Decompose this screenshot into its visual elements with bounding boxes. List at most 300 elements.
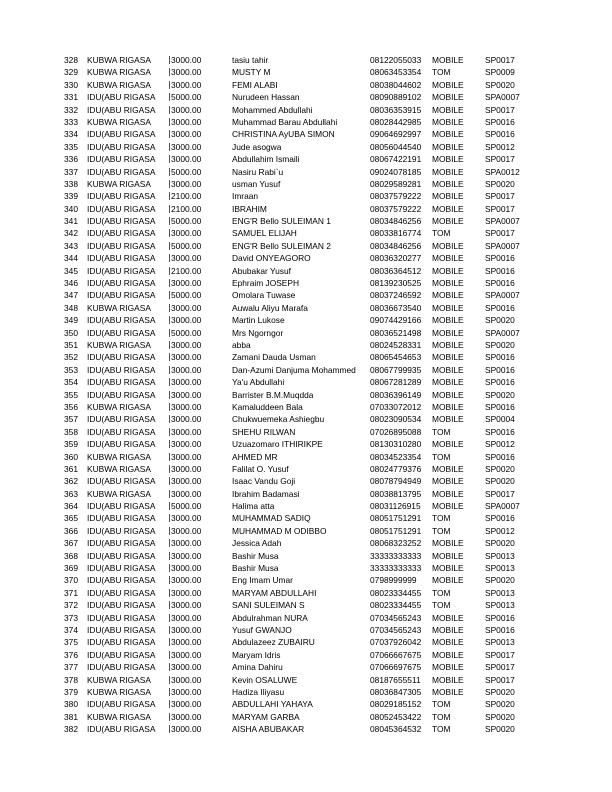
channel-cell: MOBILE bbox=[432, 674, 464, 685]
passenger-name-cell: ENG'R Bello SULEIMAN 2 bbox=[232, 240, 331, 251]
row-number: 355 bbox=[64, 389, 78, 400]
table-row bbox=[0, 141, 612, 153]
channel-cell: MOBILE bbox=[432, 563, 464, 574]
row-number: 362 bbox=[64, 476, 78, 487]
table-row bbox=[0, 550, 612, 562]
channel-cell: TOM bbox=[432, 451, 451, 462]
route-cell: IDU(ABU RIGASA bbox=[87, 253, 156, 264]
table-row bbox=[0, 66, 612, 78]
passenger-name-cell: Ibrahim Badamasi bbox=[232, 488, 300, 499]
phone-cell: 08067799935 bbox=[370, 364, 422, 375]
row-number: 369 bbox=[64, 563, 78, 574]
amount-cell: 5000.00 bbox=[169, 91, 229, 103]
table-row bbox=[0, 649, 612, 661]
phone-cell: 08034846256 bbox=[370, 216, 422, 227]
phone-cell: 08052453422 bbox=[370, 711, 422, 722]
table-row bbox=[0, 389, 612, 401]
channel-cell: MOBILE bbox=[432, 141, 464, 152]
row-number: 333 bbox=[64, 116, 78, 127]
table-row bbox=[0, 265, 612, 277]
channel-cell: MOBILE bbox=[432, 253, 464, 264]
amount-cell: 3000.00 bbox=[169, 376, 229, 388]
phone-cell: 08034846256 bbox=[370, 240, 422, 251]
code-cell: SP0020 bbox=[485, 711, 515, 722]
phone-cell: 08029185152 bbox=[370, 699, 422, 710]
passenger-name-cell: usman Yusuf bbox=[232, 178, 281, 189]
passenger-name-cell: FEMI ALABI bbox=[232, 79, 278, 90]
row-number: 375 bbox=[64, 637, 78, 648]
row-number: 352 bbox=[64, 352, 78, 363]
channel-cell: TOM bbox=[432, 587, 451, 598]
phone-cell: 08065454653 bbox=[370, 352, 422, 363]
phone-cell: 08029589281 bbox=[370, 178, 422, 189]
row-number: 334 bbox=[64, 129, 78, 140]
channel-cell: MOBILE bbox=[432, 203, 464, 214]
row-number: 348 bbox=[64, 302, 78, 313]
row-number: 357 bbox=[64, 414, 78, 425]
route-cell: IDU(ABU RIGASA bbox=[87, 699, 156, 710]
row-number: 360 bbox=[64, 451, 78, 462]
passenger-name-cell: Jude asogwa bbox=[232, 141, 282, 152]
table-row bbox=[0, 711, 612, 723]
route-cell: KUBWA RIGASA bbox=[87, 178, 151, 189]
row-number: 341 bbox=[64, 216, 78, 227]
phone-cell: 08036364512 bbox=[370, 265, 422, 276]
table-row bbox=[0, 612, 612, 624]
row-number: 365 bbox=[64, 513, 78, 524]
phone-cell: 08056044540 bbox=[370, 141, 422, 152]
route-cell: IDU(ABU RIGASA bbox=[87, 587, 156, 598]
code-cell: SP0013 bbox=[485, 563, 515, 574]
route-cell: KUBWA RIGASA bbox=[87, 451, 151, 462]
code-cell: SP0017 bbox=[485, 154, 515, 165]
route-cell: IDU(ABU RIGASA bbox=[87, 476, 156, 487]
channel-cell: MOBILE bbox=[432, 550, 464, 561]
row-number: 359 bbox=[64, 439, 78, 450]
row-number: 376 bbox=[64, 649, 78, 660]
row-number: 336 bbox=[64, 154, 78, 165]
route-cell: KUBWA RIGASA bbox=[87, 686, 151, 697]
code-cell: SP0016 bbox=[485, 116, 515, 127]
phone-cell: 08122055033 bbox=[370, 55, 422, 65]
amount-cell: 3000.00 bbox=[169, 537, 229, 549]
amount-cell: 3000.00 bbox=[169, 636, 229, 648]
row-number: 351 bbox=[64, 339, 78, 350]
table-row bbox=[0, 227, 612, 239]
row-number: 329 bbox=[64, 67, 78, 78]
table-row bbox=[0, 54, 612, 66]
amount-cell: 3000.00 bbox=[169, 612, 229, 624]
amount-cell: 2100.00 bbox=[169, 265, 229, 277]
phone-cell: 08036320277 bbox=[370, 253, 422, 264]
row-number: 346 bbox=[64, 278, 78, 289]
row-number: 367 bbox=[64, 538, 78, 549]
row-number: 374 bbox=[64, 624, 78, 635]
route-cell: IDU(ABU RIGASA bbox=[87, 278, 156, 289]
phone-cell: 08036353915 bbox=[370, 104, 422, 115]
table-row bbox=[0, 624, 612, 636]
row-number: 380 bbox=[64, 699, 78, 710]
code-cell: SP0017 bbox=[485, 662, 515, 673]
route-cell: IDU(ABU RIGASA bbox=[87, 389, 156, 400]
passenger-name-cell: Ya'u Abdullahi bbox=[232, 377, 285, 388]
passenger-name-cell: tasiu tahir bbox=[232, 55, 269, 65]
route-cell: IDU(ABU RIGASA bbox=[87, 575, 156, 586]
passenger-name-cell: Auwalu Aliyu Marafa bbox=[232, 302, 308, 313]
route-cell: IDU(ABU RIGASA bbox=[87, 724, 156, 735]
route-cell: IDU(ABU RIGASA bbox=[87, 439, 156, 450]
amount-cell: 3000.00 bbox=[169, 413, 229, 425]
code-cell: SPA0007 bbox=[485, 240, 520, 251]
code-cell: SPA0012 bbox=[485, 166, 520, 177]
row-number: 328 bbox=[64, 55, 78, 65]
code-cell: SP0004 bbox=[485, 414, 515, 425]
channel-cell: TOM bbox=[432, 67, 451, 78]
passenger-name-cell: Zamani Dauda Usman bbox=[232, 352, 316, 363]
table-row bbox=[0, 599, 612, 611]
code-cell: SP0016 bbox=[485, 265, 515, 276]
amount-cell: 3000.00 bbox=[169, 574, 229, 586]
row-number: 335 bbox=[64, 141, 78, 152]
amount-cell: 3000.00 bbox=[169, 674, 229, 686]
channel-cell: MOBILE bbox=[432, 352, 464, 363]
amount-cell: 3000.00 bbox=[169, 512, 229, 524]
route-cell: IDU(ABU RIGASA bbox=[87, 154, 156, 165]
table-row bbox=[0, 587, 612, 599]
channel-cell: MOBILE bbox=[432, 488, 464, 499]
channel-cell: MOBILE bbox=[432, 377, 464, 388]
row-number: 337 bbox=[64, 166, 78, 177]
phone-cell: 08139230525 bbox=[370, 278, 422, 289]
amount-cell: 3000.00 bbox=[169, 401, 229, 413]
passenger-name-cell: Mrs Ngorngor bbox=[232, 327, 284, 338]
route-cell: IDU(ABU RIGASA bbox=[87, 240, 156, 251]
route-cell: IDU(ABU RIGASA bbox=[87, 216, 156, 227]
amount-cell: 3000.00 bbox=[169, 438, 229, 450]
channel-cell: TOM bbox=[432, 711, 451, 722]
code-cell: SP0017 bbox=[485, 55, 515, 65]
amount-cell: 3000.00 bbox=[169, 364, 229, 376]
channel-cell: MOBILE bbox=[432, 439, 464, 450]
phone-cell: 09024078185 bbox=[370, 166, 422, 177]
code-cell: SP0016 bbox=[485, 624, 515, 635]
channel-cell: TOM bbox=[432, 513, 451, 524]
passenger-name-cell: Jessica Adah bbox=[232, 538, 282, 549]
code-cell: SP0017 bbox=[485, 228, 515, 239]
amount-cell: 3000.00 bbox=[169, 723, 229, 735]
table-row bbox=[0, 636, 612, 648]
table-row bbox=[0, 166, 612, 178]
row-number: 366 bbox=[64, 525, 78, 536]
passenger-name-cell: SAMUEL ELIJAH bbox=[232, 228, 297, 239]
code-cell: SP0016 bbox=[485, 451, 515, 462]
passenger-name-cell: ABDULLAHI YAHAYA bbox=[232, 699, 313, 710]
code-cell: SP0020 bbox=[485, 686, 515, 697]
table-row bbox=[0, 203, 612, 215]
channel-cell: MOBILE bbox=[432, 389, 464, 400]
code-cell: SP0013 bbox=[485, 587, 515, 598]
phone-cell: 07034565243 bbox=[370, 624, 422, 635]
amount-cell: 3000.00 bbox=[169, 178, 229, 190]
passenger-name-cell: Kevin OSALUWE bbox=[232, 674, 298, 685]
channel-cell: MOBILE bbox=[432, 315, 464, 326]
code-cell: SP0020 bbox=[485, 538, 515, 549]
table-row bbox=[0, 686, 612, 698]
amount-cell: 3000.00 bbox=[169, 153, 229, 165]
table-row bbox=[0, 314, 612, 326]
row-number: 344 bbox=[64, 253, 78, 264]
channel-cell: MOBILE bbox=[432, 476, 464, 487]
code-cell: SP0020 bbox=[485, 315, 515, 326]
channel-cell: MOBILE bbox=[432, 662, 464, 673]
code-cell: SP0016 bbox=[485, 364, 515, 375]
phone-cell: 07066667675 bbox=[370, 649, 422, 660]
phone-cell: 08024779376 bbox=[370, 463, 422, 474]
route-cell: IDU(ABU RIGASA bbox=[87, 550, 156, 561]
table-row bbox=[0, 500, 612, 512]
row-number: 330 bbox=[64, 79, 78, 90]
row-number: 331 bbox=[64, 92, 78, 103]
code-cell: SP0020 bbox=[485, 699, 515, 710]
amount-cell: 3000.00 bbox=[169, 649, 229, 661]
phone-cell: 08063453354 bbox=[370, 67, 422, 78]
passenger-name-cell: AISHA ABUBAKAR bbox=[232, 724, 305, 735]
route-cell: IDU(ABU RIGASA bbox=[87, 501, 156, 512]
phone-cell: 07066697675 bbox=[370, 662, 422, 673]
table-row bbox=[0, 178, 612, 190]
channel-cell: MOBILE bbox=[432, 216, 464, 227]
row-number: 379 bbox=[64, 686, 78, 697]
code-cell: SPA0007 bbox=[485, 92, 520, 103]
code-cell: SP0020 bbox=[485, 178, 515, 189]
code-cell: SP0013 bbox=[485, 637, 515, 648]
table-row bbox=[0, 277, 612, 289]
route-cell: IDU(ABU RIGASA bbox=[87, 129, 156, 140]
channel-cell: MOBILE bbox=[432, 79, 464, 90]
table-row bbox=[0, 537, 612, 549]
phone-cell: 08051751291 bbox=[370, 525, 422, 536]
passenger-name-cell: SHEHU RILWAN bbox=[232, 426, 296, 437]
table-row bbox=[0, 364, 612, 376]
amount-cell: 3000.00 bbox=[169, 277, 229, 289]
table-row bbox=[0, 438, 612, 450]
channel-cell: MOBILE bbox=[432, 327, 464, 338]
table-row bbox=[0, 190, 612, 202]
route-cell: IDU(ABU RIGASA bbox=[87, 315, 156, 326]
channel-cell: MOBILE bbox=[432, 612, 464, 623]
row-number: 343 bbox=[64, 240, 78, 251]
channel-cell: MOBILE bbox=[432, 302, 464, 313]
code-cell: SP0016 bbox=[485, 426, 515, 437]
channel-cell: MOBILE bbox=[432, 92, 464, 103]
passenger-name-cell: Maryam Idris bbox=[232, 649, 281, 660]
row-number: 358 bbox=[64, 426, 78, 437]
row-number: 377 bbox=[64, 662, 78, 673]
table-row bbox=[0, 104, 612, 116]
route-cell: IDU(ABU RIGASA bbox=[87, 203, 156, 214]
route-cell: IDU(ABU RIGASA bbox=[87, 191, 156, 202]
passenger-name-cell: Uzuazomaro ITHIRIKPE bbox=[232, 439, 323, 450]
passenger-name-cell: Amina Dahiru bbox=[232, 662, 283, 673]
channel-cell: MOBILE bbox=[432, 191, 464, 202]
passenger-name-cell: Bashir Musa bbox=[232, 563, 279, 574]
passenger-name-cell: MUHAMMAD M ODIBBO bbox=[232, 525, 327, 536]
table-row bbox=[0, 401, 612, 413]
table-row bbox=[0, 525, 612, 537]
passenger-name-cell: Yusuf GWANJO bbox=[232, 624, 292, 635]
channel-cell: MOBILE bbox=[432, 649, 464, 660]
channel-cell: TOM bbox=[432, 525, 451, 536]
route-cell: KUBWA RIGASA bbox=[87, 339, 151, 350]
code-cell: SP0020 bbox=[485, 724, 515, 735]
table-row bbox=[0, 661, 612, 673]
phone-cell: 07037926042 bbox=[370, 637, 422, 648]
amount-cell: 3000.00 bbox=[169, 686, 229, 698]
channel-cell: MOBILE bbox=[432, 278, 464, 289]
amount-cell: 3000.00 bbox=[169, 252, 229, 264]
code-cell: SP0012 bbox=[485, 525, 515, 536]
row-number: 373 bbox=[64, 612, 78, 623]
row-number: 372 bbox=[64, 600, 78, 611]
amount-cell: 3000.00 bbox=[169, 463, 229, 475]
channel-cell: MOBILE bbox=[432, 55, 464, 65]
phone-cell: 08038044602 bbox=[370, 79, 422, 90]
passenger-name-cell: Imraan bbox=[232, 191, 259, 202]
phone-cell: 09064692997 bbox=[370, 129, 422, 140]
route-cell: IDU(ABU RIGASA bbox=[87, 538, 156, 549]
route-cell: IDU(ABU RIGASA bbox=[87, 414, 156, 425]
table-row bbox=[0, 339, 612, 351]
amount-cell: 3000.00 bbox=[169, 451, 229, 463]
amount-cell: 3000.00 bbox=[169, 339, 229, 351]
row-number: 350 bbox=[64, 327, 78, 338]
channel-cell: MOBILE bbox=[432, 265, 464, 276]
phone-cell: 08033816774 bbox=[370, 228, 422, 239]
table-row bbox=[0, 426, 612, 438]
row-number: 338 bbox=[64, 178, 78, 189]
passenger-name-cell: Dan-Azumi Danjuma Mohammed bbox=[232, 364, 356, 375]
phone-cell: 08028442985 bbox=[370, 116, 422, 127]
phone-cell: 08090889102 bbox=[370, 92, 422, 103]
route-cell: IDU(ABU RIGASA bbox=[87, 563, 156, 574]
row-number: 345 bbox=[64, 265, 78, 276]
amount-cell: 5000.00 bbox=[169, 289, 229, 301]
code-cell: SP0020 bbox=[485, 339, 515, 350]
route-cell: KUBWA RIGASA bbox=[87, 116, 151, 127]
phone-cell: 33333333333 bbox=[370, 563, 422, 574]
code-cell: SPA0007 bbox=[485, 501, 520, 512]
phone-cell: 08045364532 bbox=[370, 724, 422, 735]
phone-cell: 08067422191 bbox=[370, 154, 422, 165]
row-number: 381 bbox=[64, 711, 78, 722]
code-cell: SP0016 bbox=[485, 513, 515, 524]
passenger-name-cell: Martin Lukose bbox=[232, 315, 285, 326]
table-row bbox=[0, 351, 612, 363]
channel-cell: MOBILE bbox=[432, 686, 464, 697]
table-row bbox=[0, 451, 612, 463]
passenger-name-cell: CHRISTINA AyUBA SIMON bbox=[232, 129, 335, 140]
table-row bbox=[0, 413, 612, 425]
phone-cell: 07026895088 bbox=[370, 426, 422, 437]
amount-cell: 3000.00 bbox=[169, 54, 229, 66]
route-cell: IDU(ABU RIGASA bbox=[87, 649, 156, 660]
channel-cell: MOBILE bbox=[432, 401, 464, 412]
amount-cell: 5000.00 bbox=[169, 215, 229, 227]
row-number: 347 bbox=[64, 290, 78, 301]
code-cell: SP0016 bbox=[485, 377, 515, 388]
amount-cell: 3000.00 bbox=[169, 562, 229, 574]
row-number: 349 bbox=[64, 315, 78, 326]
passenger-name-cell: Abdulrahman NURA bbox=[232, 612, 308, 623]
route-cell: IDU(ABU RIGASA bbox=[87, 265, 156, 276]
passenger-name-cell: Isaac Vandu Goji bbox=[232, 476, 296, 487]
table-row bbox=[0, 512, 612, 524]
route-cell: IDU(ABU RIGASA bbox=[87, 327, 156, 338]
booking-table bbox=[0, 54, 612, 735]
channel-cell: TOM bbox=[432, 724, 451, 735]
row-number: 354 bbox=[64, 377, 78, 388]
amount-cell: 3000.00 bbox=[169, 79, 229, 91]
phone-cell: 08187655511 bbox=[370, 674, 421, 685]
route-cell: KUBWA RIGASA bbox=[87, 79, 151, 90]
table-row bbox=[0, 698, 612, 710]
passenger-name-cell: Eng Imam Umar bbox=[232, 575, 293, 586]
passenger-name-cell: Nurudeen Hassan bbox=[232, 92, 300, 103]
code-cell: SP0020 bbox=[485, 575, 515, 586]
route-cell: KUBWA RIGASA bbox=[87, 711, 151, 722]
route-cell: IDU(ABU RIGASA bbox=[87, 426, 156, 437]
code-cell: SP0020 bbox=[485, 79, 515, 90]
channel-cell: MOBILE bbox=[432, 240, 464, 251]
phone-cell: 08036521498 bbox=[370, 327, 422, 338]
phone-cell: 08023334455 bbox=[370, 587, 422, 598]
phone-cell: 08037246592 bbox=[370, 290, 422, 301]
passenger-name-cell: MARYAM ABDULLAHI bbox=[232, 587, 317, 598]
code-cell: SP0016 bbox=[485, 278, 515, 289]
route-cell: IDU(ABU RIGASA bbox=[87, 513, 156, 524]
passenger-name-cell: Abubakar Yusuf bbox=[232, 265, 291, 276]
amount-cell: 3000.00 bbox=[169, 711, 229, 723]
channel-cell: MOBILE bbox=[432, 501, 464, 512]
table-row bbox=[0, 128, 612, 140]
route-cell: IDU(ABU RIGASA bbox=[87, 612, 156, 623]
channel-cell: MOBILE bbox=[432, 364, 464, 375]
code-cell: SP0017 bbox=[485, 104, 515, 115]
code-cell: SP0016 bbox=[485, 352, 515, 363]
amount-cell: 5000.00 bbox=[169, 327, 229, 339]
amount-cell: 2100.00 bbox=[169, 203, 229, 215]
amount-cell: 3000.00 bbox=[169, 587, 229, 599]
row-number: 368 bbox=[64, 550, 78, 561]
code-cell: SP0016 bbox=[485, 302, 515, 313]
row-number: 340 bbox=[64, 203, 78, 214]
row-number: 363 bbox=[64, 488, 78, 499]
phone-cell: 08067281289 bbox=[370, 377, 422, 388]
phone-cell: 08038813795 bbox=[370, 488, 422, 499]
amount-cell: 3000.00 bbox=[169, 389, 229, 401]
route-cell: KUBWA RIGASA bbox=[87, 488, 151, 499]
row-number: 361 bbox=[64, 463, 78, 474]
amount-cell: 3000.00 bbox=[169, 550, 229, 562]
channel-cell: MOBILE bbox=[432, 339, 464, 350]
route-cell: IDU(ABU RIGASA bbox=[87, 166, 156, 177]
passenger-name-cell: Muhammad Barau Abdullahi bbox=[232, 116, 338, 127]
channel-cell: MOBILE bbox=[432, 575, 464, 586]
amount-cell: 3000.00 bbox=[169, 116, 229, 128]
amount-cell: 3000.00 bbox=[169, 314, 229, 326]
code-cell: SP0013 bbox=[485, 600, 515, 611]
channel-cell: MOBILE bbox=[432, 154, 464, 165]
